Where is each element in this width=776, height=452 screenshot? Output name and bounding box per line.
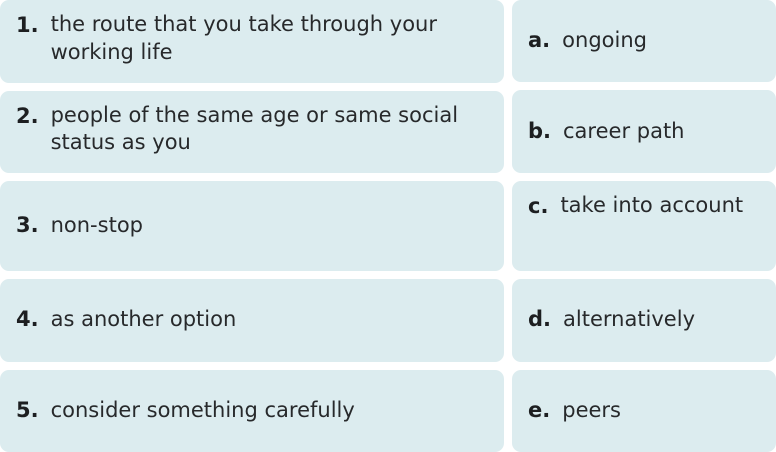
term-item-a[interactable] (512, 0, 776, 82)
definition-text-1: the route that you take through your working life (50, 12, 437, 64)
terms-column (512, 0, 776, 452)
term-item-c[interactable] (512, 181, 776, 271)
term-text-b: career path (563, 118, 685, 143)
definition-text-3: non-stop (50, 213, 143, 238)
term-text-e: peers (562, 397, 621, 422)
term-item-d[interactable] (512, 279, 776, 361)
definition-item-2[interactable] (0, 91, 504, 174)
definition-marker-1: 1. (16, 13, 39, 37)
definition-marker-5: 5. (16, 397, 39, 422)
definition-item-5[interactable] (0, 370, 504, 452)
definition-item-4[interactable] (0, 279, 504, 361)
definition-item-3[interactable] (0, 181, 504, 271)
term-text-d: alternatively (563, 307, 695, 332)
definition-marker-3: 3. (16, 213, 39, 238)
term-marker-d: d. (528, 307, 552, 332)
definition-marker-2: 2. (16, 103, 39, 128)
term-marker-a: a. (528, 28, 551, 53)
term-item-e[interactable] (512, 370, 776, 452)
definition-text-4: as another option (50, 307, 237, 332)
definition-text-2: people of the same age or same social status as you (50, 102, 459, 155)
term-text-c: take into account (560, 192, 744, 217)
definition-item-1[interactable] (0, 0, 504, 83)
definition-marker-4: 4. (16, 307, 39, 332)
term-marker-b: b. (528, 118, 552, 143)
term-marker-e: e. (528, 397, 551, 422)
definition-text-5: consider something carefully (50, 397, 355, 422)
term-text-a: ongoing (562, 28, 647, 53)
term-item-b[interactable] (512, 90, 776, 172)
term-marker-c: c. (528, 193, 549, 218)
